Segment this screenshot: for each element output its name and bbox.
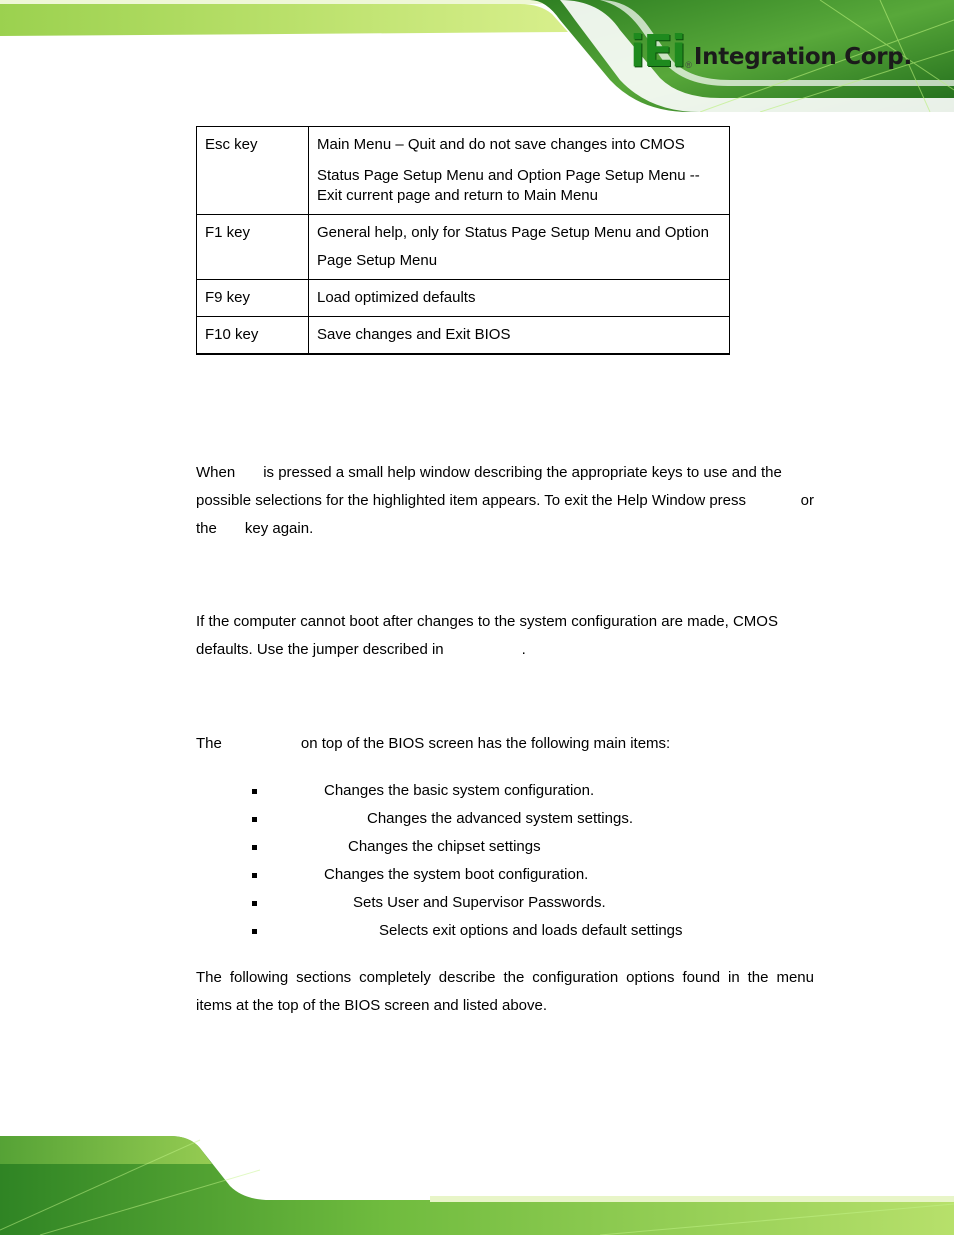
cmos-text: defaults. Use the jumper described in xyxy=(196,641,444,658)
list-item xyxy=(252,777,683,805)
bios-key-table xyxy=(196,126,730,355)
closing-paragraph xyxy=(196,964,814,1020)
list-item-text: Changes the system boot configuration. xyxy=(324,866,589,883)
cmos-paragraph xyxy=(196,608,814,664)
key-cell: Esc key xyxy=(197,127,309,215)
menubar-text: The xyxy=(196,735,222,752)
description-line: Exit current page and return to Main Menu xyxy=(317,187,598,204)
description-line: Save changes and Exit BIOS xyxy=(317,326,511,343)
list-item xyxy=(252,889,683,917)
help-text: key again. xyxy=(244,520,314,537)
list-item-text: Selects exit options and loads default settings xyxy=(379,922,683,939)
bullet-icon xyxy=(252,929,257,934)
table-row xyxy=(197,280,730,317)
logo-text: Integration Corp. xyxy=(693,44,912,70)
company-logo xyxy=(630,24,912,77)
bullet-icon xyxy=(252,789,257,794)
description-cell xyxy=(309,215,730,280)
bullet-icon xyxy=(252,901,257,906)
footer-banner xyxy=(0,1130,954,1235)
description-line: Main Menu – Quit and do not save changes into CMOS xyxy=(317,136,685,153)
help-text: is pressed a small help window describing the appropriate keys to use and the xyxy=(263,464,782,481)
menu-items-list xyxy=(252,777,683,945)
menubar-intro xyxy=(196,730,814,758)
table-row xyxy=(197,317,730,355)
help-text: When xyxy=(196,464,236,481)
list-item-text: Changes the advanced system settings. xyxy=(367,810,633,827)
bullet-icon xyxy=(252,817,257,822)
help-text: or xyxy=(800,492,814,509)
list-item-text: Changes the basic system configuration. xyxy=(324,782,595,799)
table-row xyxy=(197,127,730,215)
logo-mark: iEi xyxy=(630,26,685,77)
key-cell: F9 key xyxy=(197,280,309,317)
list-item xyxy=(252,917,683,945)
bullet-icon xyxy=(252,845,257,850)
cmos-text: . xyxy=(521,641,526,658)
list-item xyxy=(252,861,683,889)
list-item xyxy=(252,833,683,861)
closing-text: The following sections completely describe the configuration options found in the menu xyxy=(196,969,814,986)
key-cell: F10 key xyxy=(197,317,309,355)
menubar-text: on top of the BIOS screen has the following main items: xyxy=(300,735,671,752)
help-text: the xyxy=(196,520,217,537)
list-item-text: Sets User and Supervisor Passwords. xyxy=(353,894,606,911)
help-paragraph xyxy=(196,459,814,543)
description-line: Status Page Setup Menu and Option Page Setup Menu -- xyxy=(317,167,700,184)
list-item-text: Changes the chipset settings xyxy=(348,838,541,855)
description-cell xyxy=(309,127,730,215)
description-line: General help, only for Status Page Setup Menu and Option xyxy=(317,224,709,241)
description-cell xyxy=(309,317,730,355)
table-row xyxy=(197,215,730,280)
bullet-icon xyxy=(252,873,257,878)
closing-text: items at the top of the BIOS screen and listed above. xyxy=(196,997,548,1014)
description-line: Load optimized defaults xyxy=(317,289,476,306)
description-line: Page Setup Menu xyxy=(317,252,438,269)
logo-registered-mark: ® xyxy=(685,60,692,70)
description-cell xyxy=(309,280,730,317)
list-item xyxy=(252,805,683,833)
cmos-text: If the computer cannot boot after changes to the system configuration are made, CMOS xyxy=(196,613,778,630)
key-cell: F1 key xyxy=(197,215,309,280)
help-text: possible selections for the highlighted item appears. To exit the Help Window press xyxy=(196,492,747,509)
